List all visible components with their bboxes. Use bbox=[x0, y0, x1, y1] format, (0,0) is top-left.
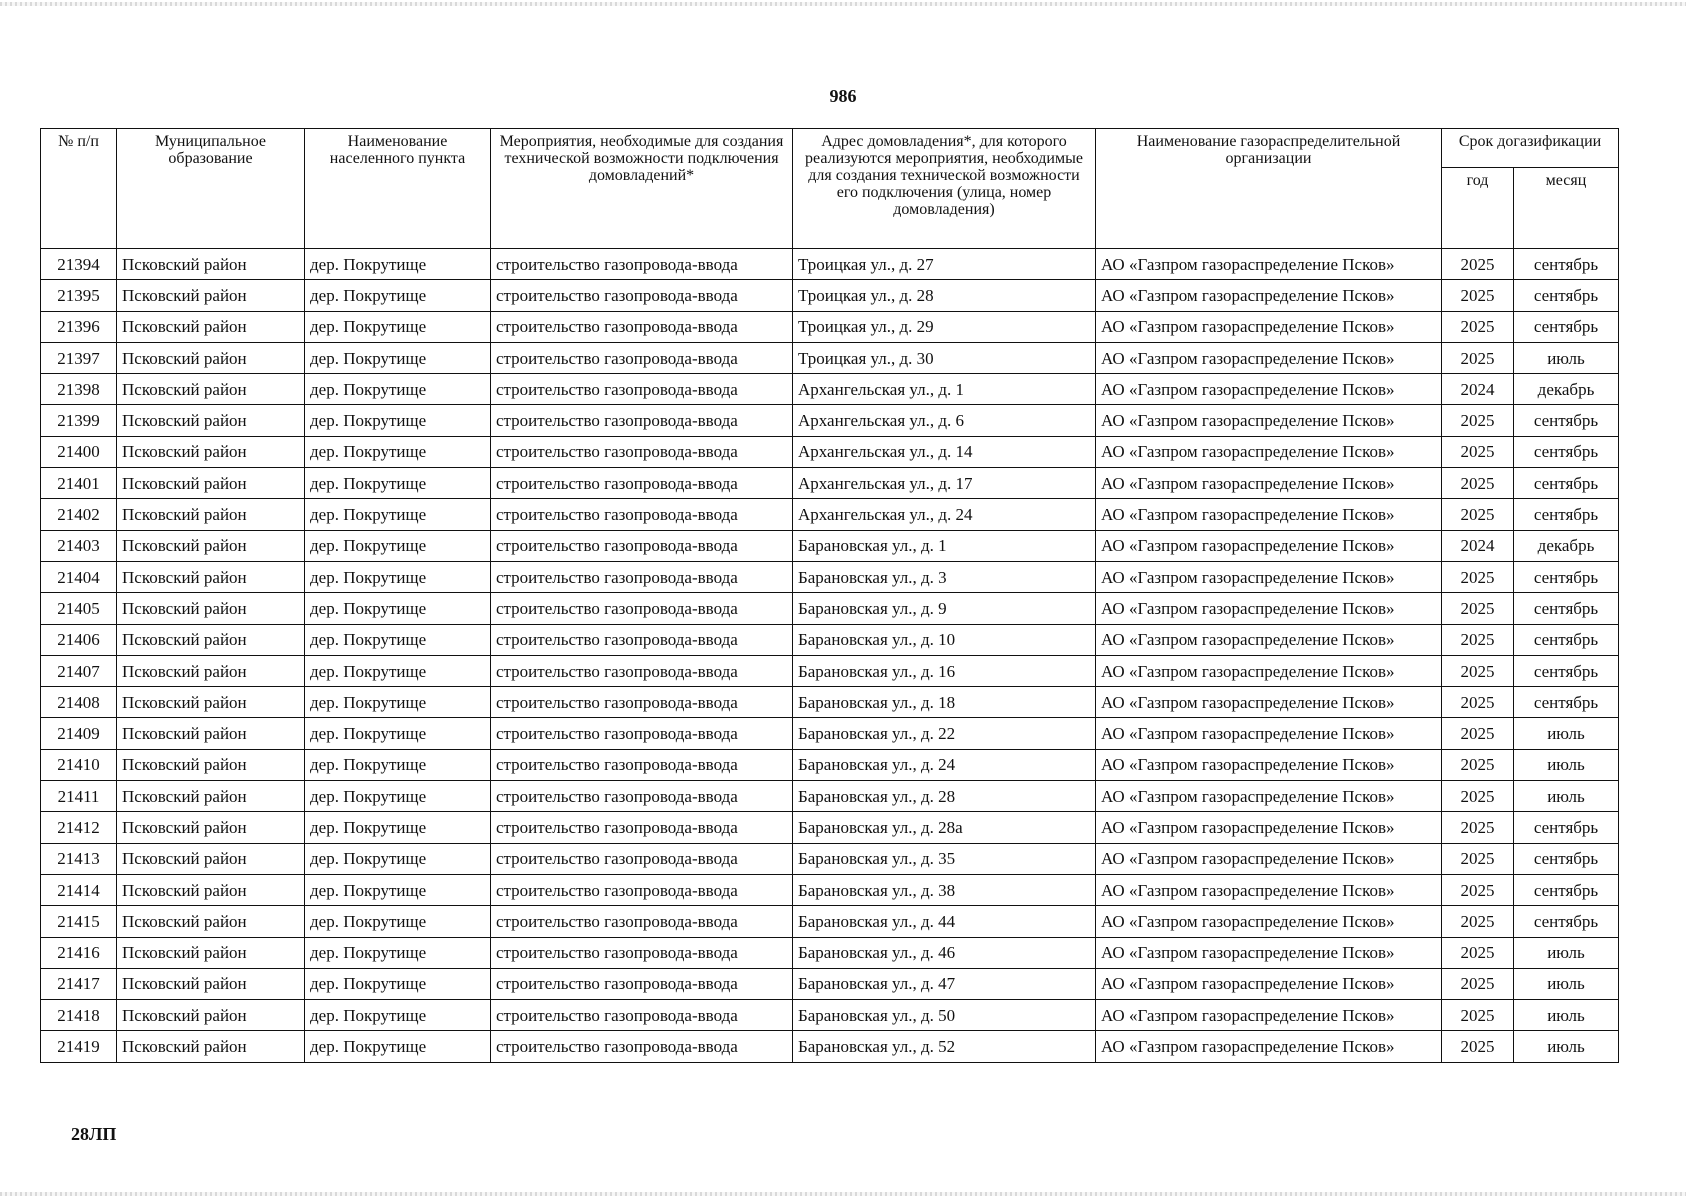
cell-address: Архангельская ул., д. 6 bbox=[793, 405, 1096, 436]
cell-address: Барановская ул., д. 24 bbox=[793, 749, 1096, 780]
cell-address: Барановская ул., д. 28 bbox=[793, 781, 1096, 812]
cell-month: сентябрь bbox=[1514, 499, 1619, 530]
cell-year: 2024 bbox=[1442, 374, 1514, 405]
cell-activity: строительство газопровода-ввода bbox=[491, 937, 793, 968]
cell-address: Барановская ул., д. 44 bbox=[793, 906, 1096, 937]
cell-activity: строительство газопровода-ввода bbox=[491, 718, 793, 749]
cell-month: июль bbox=[1514, 968, 1619, 999]
cell-num: 21419 bbox=[41, 1031, 117, 1062]
cell-municipality: Псковский район bbox=[117, 937, 305, 968]
cell-address: Барановская ул., д. 35 bbox=[793, 843, 1096, 874]
cell-year: 2025 bbox=[1442, 1000, 1514, 1031]
col-header-num: № п/п bbox=[41, 129, 117, 249]
cell-month: сентябрь bbox=[1514, 311, 1619, 342]
cell-year: 2025 bbox=[1442, 468, 1514, 499]
table-row bbox=[41, 499, 1619, 530]
table-row bbox=[41, 468, 1619, 499]
cell-locality: дер. Покрутище bbox=[305, 968, 491, 999]
cell-month: сентябрь bbox=[1514, 561, 1619, 592]
table-row bbox=[41, 655, 1619, 686]
table-row bbox=[41, 812, 1619, 843]
cell-organization: АО «Газпром газораспределение Псков» bbox=[1096, 812, 1442, 843]
cell-activity: строительство газопровода-ввода bbox=[491, 249, 793, 280]
cell-num: 21412 bbox=[41, 812, 117, 843]
cell-year: 2025 bbox=[1442, 749, 1514, 780]
cell-year: 2025 bbox=[1442, 499, 1514, 530]
cell-month: сентябрь bbox=[1514, 436, 1619, 467]
cell-locality: дер. Покрутище bbox=[305, 499, 491, 530]
cell-locality: дер. Покрутище bbox=[305, 718, 491, 749]
cell-organization: АО «Газпром газораспределение Псков» bbox=[1096, 1000, 1442, 1031]
cell-municipality: Псковский район bbox=[117, 749, 305, 780]
cell-year: 2025 bbox=[1442, 311, 1514, 342]
cell-municipality: Псковский район bbox=[117, 593, 305, 624]
cell-activity: строительство газопровода-ввода bbox=[491, 687, 793, 718]
cell-year: 2025 bbox=[1442, 781, 1514, 812]
cell-activity: строительство газопровода-ввода bbox=[491, 374, 793, 405]
cell-month: сентябрь bbox=[1514, 468, 1619, 499]
cell-num: 21400 bbox=[41, 436, 117, 467]
col-header-deadline: Срок догазификации bbox=[1442, 129, 1619, 168]
cell-municipality: Псковский район bbox=[117, 1031, 305, 1062]
cell-municipality: Псковский район bbox=[117, 624, 305, 655]
table-row bbox=[41, 342, 1619, 373]
table-row bbox=[41, 561, 1619, 592]
cell-activity: строительство газопровода-ввода bbox=[491, 1000, 793, 1031]
cell-locality: дер. Покрутище bbox=[305, 561, 491, 592]
cell-organization: АО «Газпром газораспределение Псков» bbox=[1096, 655, 1442, 686]
cell-activity: строительство газопровода-ввода bbox=[491, 436, 793, 467]
cell-num: 21403 bbox=[41, 530, 117, 561]
col-header-locality: Наименование населенного пункта bbox=[305, 129, 491, 249]
table-row bbox=[41, 687, 1619, 718]
cell-activity: строительство газопровода-ввода bbox=[491, 843, 793, 874]
cell-num: 21409 bbox=[41, 718, 117, 749]
table-row bbox=[41, 405, 1619, 436]
cell-month: июль bbox=[1514, 1000, 1619, 1031]
cell-municipality: Псковский район bbox=[117, 342, 305, 373]
cell-municipality: Псковский район bbox=[117, 843, 305, 874]
cell-locality: дер. Покрутище bbox=[305, 436, 491, 467]
cell-month: июль bbox=[1514, 937, 1619, 968]
cell-address: Барановская ул., д. 18 bbox=[793, 687, 1096, 718]
table-row bbox=[41, 311, 1619, 342]
cell-organization: АО «Газпром газораспределение Псков» bbox=[1096, 781, 1442, 812]
col-header-address: Адрес домовладения*, для которого реализуются мероприятия, необходимые для создания технической возможности его подключения (улица, номер домовладения) bbox=[793, 129, 1096, 249]
cell-activity: строительство газопровода-ввода bbox=[491, 1031, 793, 1062]
cell-year: 2025 bbox=[1442, 906, 1514, 937]
cell-num: 21394 bbox=[41, 249, 117, 280]
footer-code: 28ЛП bbox=[71, 1124, 117, 1144]
cell-year: 2024 bbox=[1442, 530, 1514, 561]
cell-num: 21401 bbox=[41, 468, 117, 499]
col-header-organization: Наименование газораспределительной организации bbox=[1096, 129, 1442, 249]
cell-year: 2025 bbox=[1442, 1031, 1514, 1062]
cell-address: Архангельская ул., д. 14 bbox=[793, 436, 1096, 467]
cell-locality: дер. Покрутище bbox=[305, 249, 491, 280]
cell-month: сентябрь bbox=[1514, 687, 1619, 718]
cell-month: июль bbox=[1514, 749, 1619, 780]
cell-organization: АО «Газпром газораспределение Псков» bbox=[1096, 906, 1442, 937]
cell-municipality: Псковский район bbox=[117, 687, 305, 718]
cell-num: 21397 bbox=[41, 342, 117, 373]
cell-activity: строительство газопровода-ввода bbox=[491, 812, 793, 843]
cell-activity: строительство газопровода-ввода bbox=[491, 405, 793, 436]
cell-num: 21396 bbox=[41, 311, 117, 342]
cell-month: сентябрь bbox=[1514, 593, 1619, 624]
cell-organization: АО «Газпром газораспределение Псков» bbox=[1096, 843, 1442, 874]
cell-num: 21410 bbox=[41, 749, 117, 780]
cell-year: 2025 bbox=[1442, 561, 1514, 592]
cell-activity: строительство газопровода-ввода bbox=[491, 468, 793, 499]
cell-address: Троицкая ул., д. 27 bbox=[793, 249, 1096, 280]
cell-activity: строительство газопровода-ввода bbox=[491, 342, 793, 373]
cell-month: декабрь bbox=[1514, 530, 1619, 561]
cell-address: Архангельская ул., д. 17 bbox=[793, 468, 1096, 499]
cell-organization: АО «Газпром газораспределение Псков» bbox=[1096, 874, 1442, 905]
col-header-municipality: Муниципальное образование bbox=[117, 129, 305, 249]
scan-edge-top bbox=[0, 2, 1686, 6]
cell-address: Барановская ул., д. 28а bbox=[793, 812, 1096, 843]
cell-organization: АО «Газпром газораспределение Псков» bbox=[1096, 280, 1442, 311]
cell-activity: строительство газопровода-ввода bbox=[491, 561, 793, 592]
cell-month: сентябрь bbox=[1514, 812, 1619, 843]
cell-address: Барановская ул., д. 16 bbox=[793, 655, 1096, 686]
cell-activity: строительство газопровода-ввода bbox=[491, 280, 793, 311]
cell-num: 21408 bbox=[41, 687, 117, 718]
cell-activity: строительство газопровода-ввода bbox=[491, 906, 793, 937]
cell-month: сентябрь bbox=[1514, 405, 1619, 436]
cell-address: Архангельская ул., д. 1 bbox=[793, 374, 1096, 405]
cell-num: 21417 bbox=[41, 968, 117, 999]
cell-address: Троицкая ул., д. 29 bbox=[793, 311, 1096, 342]
cell-organization: АО «Газпром газораспределение Псков» bbox=[1096, 749, 1442, 780]
col-header-year: год bbox=[1442, 168, 1514, 249]
cell-municipality: Псковский район bbox=[117, 499, 305, 530]
cell-organization: АО «Газпром газораспределение Псков» bbox=[1096, 249, 1442, 280]
table-row bbox=[41, 843, 1619, 874]
cell-month: сентябрь bbox=[1514, 249, 1619, 280]
cell-num: 21414 bbox=[41, 874, 117, 905]
cell-organization: АО «Газпром газораспределение Псков» bbox=[1096, 561, 1442, 592]
cell-address: Барановская ул., д. 22 bbox=[793, 718, 1096, 749]
cell-locality: дер. Покрутище bbox=[305, 781, 491, 812]
cell-locality: дер. Покрутище bbox=[305, 405, 491, 436]
cell-municipality: Псковский район bbox=[117, 468, 305, 499]
cell-address: Архангельская ул., д. 24 bbox=[793, 499, 1096, 530]
cell-municipality: Псковский район bbox=[117, 718, 305, 749]
cell-organization: АО «Газпром газораспределение Псков» bbox=[1096, 937, 1442, 968]
cell-year: 2025 bbox=[1442, 655, 1514, 686]
cell-year: 2025 bbox=[1442, 843, 1514, 874]
cell-month: июль bbox=[1514, 718, 1619, 749]
cell-organization: АО «Газпром газораспределение Псков» bbox=[1096, 499, 1442, 530]
table-row bbox=[41, 937, 1619, 968]
cell-year: 2025 bbox=[1442, 687, 1514, 718]
table-row bbox=[41, 249, 1619, 280]
cell-locality: дер. Покрутище bbox=[305, 655, 491, 686]
cell-num: 21395 bbox=[41, 280, 117, 311]
cell-organization: АО «Газпром газораспределение Псков» bbox=[1096, 593, 1442, 624]
cell-municipality: Псковский район bbox=[117, 561, 305, 592]
cell-month: сентябрь bbox=[1514, 906, 1619, 937]
cell-year: 2025 bbox=[1442, 249, 1514, 280]
cell-month: декабрь bbox=[1514, 374, 1619, 405]
cell-organization: АО «Газпром газораспределение Псков» bbox=[1096, 468, 1442, 499]
cell-address: Барановская ул., д. 10 bbox=[793, 624, 1096, 655]
cell-activity: строительство газопровода-ввода bbox=[491, 749, 793, 780]
table-row bbox=[41, 906, 1619, 937]
cell-month: сентябрь bbox=[1514, 280, 1619, 311]
table-row bbox=[41, 781, 1619, 812]
cell-municipality: Псковский район bbox=[117, 781, 305, 812]
cell-activity: строительство газопровода-ввода bbox=[491, 530, 793, 561]
cell-organization: АО «Газпром газораспределение Псков» bbox=[1096, 1031, 1442, 1062]
cell-num: 21416 bbox=[41, 937, 117, 968]
cell-activity: строительство газопровода-ввода bbox=[491, 655, 793, 686]
cell-organization: АО «Газпром газораспределение Псков» bbox=[1096, 342, 1442, 373]
cell-num: 21405 bbox=[41, 593, 117, 624]
cell-activity: строительство газопровода-ввода bbox=[491, 593, 793, 624]
cell-locality: дер. Покрутище bbox=[305, 593, 491, 624]
table-row bbox=[41, 1000, 1619, 1031]
cell-locality: дер. Покрутище bbox=[305, 874, 491, 905]
table-row bbox=[41, 530, 1619, 561]
cell-year: 2025 bbox=[1442, 624, 1514, 655]
cell-organization: АО «Газпром газораспределение Псков» bbox=[1096, 530, 1442, 561]
cell-municipality: Псковский район bbox=[117, 906, 305, 937]
cell-organization: АО «Газпром газораспределение Псков» bbox=[1096, 374, 1442, 405]
cell-organization: АО «Газпром газораспределение Псков» bbox=[1096, 687, 1442, 718]
col-header-activity: Мероприятия, необходимые для создания технической возможности подключения домовладений* bbox=[491, 129, 793, 249]
cell-month: июль bbox=[1514, 1031, 1619, 1062]
cell-month: сентябрь bbox=[1514, 874, 1619, 905]
cell-locality: дер. Покрутище bbox=[305, 937, 491, 968]
gasification-table bbox=[40, 128, 1619, 1063]
cell-month: июль bbox=[1514, 342, 1619, 373]
cell-locality: дер. Покрутище bbox=[305, 687, 491, 718]
cell-activity: строительство газопровода-ввода bbox=[491, 968, 793, 999]
cell-locality: дер. Покрутище bbox=[305, 1000, 491, 1031]
cell-num: 21411 bbox=[41, 781, 117, 812]
cell-locality: дер. Покрутище bbox=[305, 342, 491, 373]
cell-locality: дер. Покрутище bbox=[305, 530, 491, 561]
header-row-main bbox=[41, 129, 1619, 168]
cell-num: 21402 bbox=[41, 499, 117, 530]
page-number: 986 bbox=[829, 86, 857, 106]
table-row bbox=[41, 624, 1619, 655]
cell-address: Троицкая ул., д. 28 bbox=[793, 280, 1096, 311]
cell-num: 21398 bbox=[41, 374, 117, 405]
cell-municipality: Псковский район bbox=[117, 874, 305, 905]
cell-municipality: Псковский район bbox=[117, 249, 305, 280]
cell-organization: АО «Газпром газораспределение Псков» bbox=[1096, 718, 1442, 749]
cell-num: 21415 bbox=[41, 906, 117, 937]
table-row bbox=[41, 280, 1619, 311]
cell-organization: АО «Газпром газораспределение Псков» bbox=[1096, 968, 1442, 999]
cell-address: Троицкая ул., д. 30 bbox=[793, 342, 1096, 373]
cell-year: 2025 bbox=[1442, 593, 1514, 624]
cell-municipality: Псковский район bbox=[117, 436, 305, 467]
cell-organization: АО «Газпром газораспределение Псков» bbox=[1096, 624, 1442, 655]
cell-organization: АО «Газпром газораспределение Псков» bbox=[1096, 436, 1442, 467]
cell-locality: дер. Покрутище bbox=[305, 749, 491, 780]
cell-municipality: Псковский район bbox=[117, 530, 305, 561]
table-row bbox=[41, 436, 1619, 467]
cell-year: 2025 bbox=[1442, 436, 1514, 467]
cell-year: 2025 bbox=[1442, 280, 1514, 311]
cell-organization: АО «Газпром газораспределение Псков» bbox=[1096, 311, 1442, 342]
cell-month: сентябрь bbox=[1514, 843, 1619, 874]
cell-year: 2025 bbox=[1442, 874, 1514, 905]
cell-activity: строительство газопровода-ввода bbox=[491, 499, 793, 530]
table-header bbox=[41, 129, 1619, 249]
table-body bbox=[41, 249, 1619, 1063]
cell-address: Барановская ул., д. 52 bbox=[793, 1031, 1096, 1062]
cell-month: сентябрь bbox=[1514, 624, 1619, 655]
cell-locality: дер. Покрутище bbox=[305, 280, 491, 311]
cell-municipality: Псковский район bbox=[117, 655, 305, 686]
cell-year: 2025 bbox=[1442, 342, 1514, 373]
cell-municipality: Псковский район bbox=[117, 968, 305, 999]
cell-activity: строительство газопровода-ввода bbox=[491, 624, 793, 655]
cell-municipality: Псковский район bbox=[117, 812, 305, 843]
cell-num: 21413 bbox=[41, 843, 117, 874]
cell-num: 21399 bbox=[41, 405, 117, 436]
table-row bbox=[41, 1031, 1619, 1062]
cell-activity: строительство газопровода-ввода bbox=[491, 781, 793, 812]
cell-municipality: Псковский район bbox=[117, 405, 305, 436]
cell-num: 21406 bbox=[41, 624, 117, 655]
cell-locality: дер. Покрутище bbox=[305, 906, 491, 937]
cell-locality: дер. Покрутище bbox=[305, 812, 491, 843]
cell-month: июль bbox=[1514, 781, 1619, 812]
cell-year: 2025 bbox=[1442, 812, 1514, 843]
table-row bbox=[41, 749, 1619, 780]
cell-activity: строительство газопровода-ввода bbox=[491, 874, 793, 905]
cell-locality: дер. Покрутище bbox=[305, 311, 491, 342]
cell-num: 21418 bbox=[41, 1000, 117, 1031]
cell-locality: дер. Покрутище bbox=[305, 374, 491, 405]
scan-edge-bottom bbox=[0, 1192, 1686, 1196]
cell-activity: строительство газопровода-ввода bbox=[491, 311, 793, 342]
cell-address: Барановская ул., д. 47 bbox=[793, 968, 1096, 999]
cell-address: Барановская ул., д. 9 bbox=[793, 593, 1096, 624]
cell-address: Барановская ул., д. 38 bbox=[793, 874, 1096, 905]
cell-municipality: Псковский район bbox=[117, 374, 305, 405]
cell-address: Барановская ул., д. 46 bbox=[793, 937, 1096, 968]
cell-num: 21407 bbox=[41, 655, 117, 686]
cell-locality: дер. Покрутище bbox=[305, 624, 491, 655]
table-row bbox=[41, 374, 1619, 405]
cell-year: 2025 bbox=[1442, 937, 1514, 968]
cell-municipality: Псковский район bbox=[117, 1000, 305, 1031]
cell-organization: АО «Газпром газораспределение Псков» bbox=[1096, 405, 1442, 436]
table-row bbox=[41, 718, 1619, 749]
cell-year: 2025 bbox=[1442, 968, 1514, 999]
cell-locality: дер. Покрутище bbox=[305, 1031, 491, 1062]
cell-num: 21404 bbox=[41, 561, 117, 592]
cell-municipality: Псковский район bbox=[117, 311, 305, 342]
table-row bbox=[41, 968, 1619, 999]
table-row bbox=[41, 593, 1619, 624]
col-header-month: месяц bbox=[1514, 168, 1619, 249]
cell-address: Барановская ул., д. 3 bbox=[793, 561, 1096, 592]
cell-locality: дер. Покрутище bbox=[305, 468, 491, 499]
table-row bbox=[41, 874, 1619, 905]
cell-year: 2025 bbox=[1442, 718, 1514, 749]
cell-month: сентябрь bbox=[1514, 655, 1619, 686]
cell-year: 2025 bbox=[1442, 405, 1514, 436]
cell-locality: дер. Покрутище bbox=[305, 843, 491, 874]
cell-address: Барановская ул., д. 50 bbox=[793, 1000, 1096, 1031]
cell-address: Барановская ул., д. 1 bbox=[793, 530, 1096, 561]
cell-municipality: Псковский район bbox=[117, 280, 305, 311]
